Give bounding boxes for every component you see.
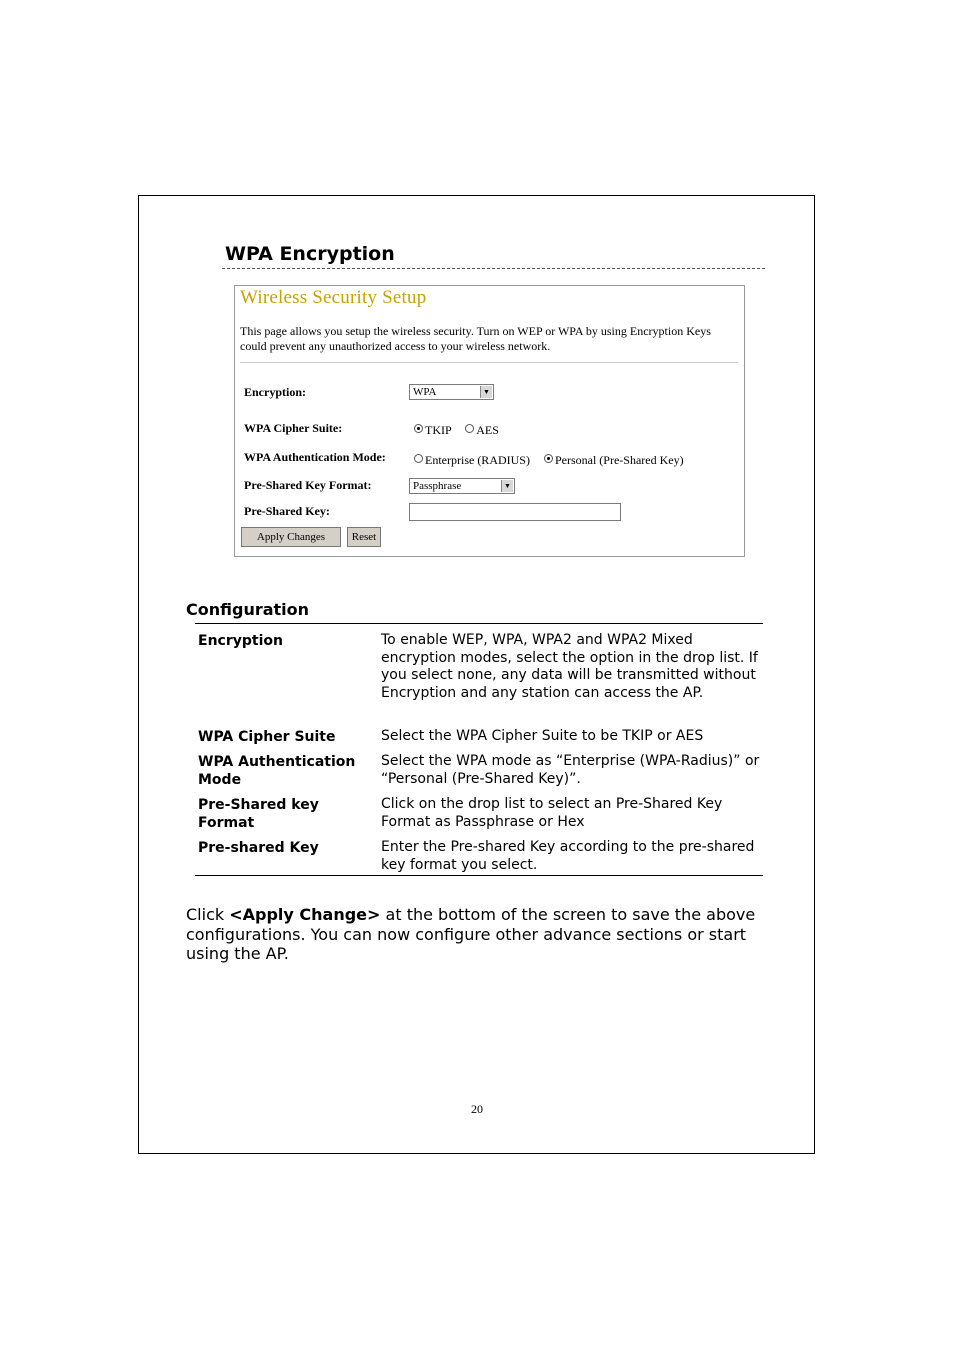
closing-suffix: at the bottom of the screen to save the above configurations. You can now configure other advance sections or start using the AP.	[186, 905, 756, 963]
encryption-select[interactable]	[409, 384, 494, 400]
enterprise-radio-label: Enterprise (RADIUS)	[425, 453, 530, 467]
config-desc-psk: Enter the Pre-shared Key according to the pre-shared key format you select.	[381, 839, 755, 873]
router-settings-screenshot	[234, 285, 745, 557]
chevron-down-icon: ▼	[480, 386, 492, 398]
config-term-encryption: Encryption	[198, 633, 283, 649]
configuration-table-bottom-rule	[195, 875, 763, 876]
config-term-cipher-suite: WPA Cipher Suite	[198, 729, 336, 745]
aes-radio-label: AES	[476, 423, 499, 437]
config-desc-encryption: To enable WEP, WPA, WPA2 and WPA2 Mixed encryption modes, select the option in the drop list. If you select none, any data will be transmitted without Encryption and any station can access the AP.	[381, 632, 758, 701]
screenshot-title: Wireless Security Setup	[240, 287, 427, 308]
screenshot-divider	[240, 362, 738, 363]
tkip-radio-label: TKIP	[425, 423, 452, 437]
config-term-psk-format: Pre-Shared key Format	[198, 797, 319, 831]
personal-radio[interactable]	[544, 454, 553, 463]
cipher-label: WPA Cipher Suite:	[244, 421, 343, 435]
configuration-table-top-rule	[195, 623, 763, 624]
apply-change-emphasis: <Apply Change>	[229, 905, 381, 924]
config-term-auth-mode: WPA Authentication Mode	[198, 754, 356, 788]
reset-button[interactable]: Reset	[347, 527, 381, 547]
config-desc-psk-format: Click on the drop list to select an Pre-Shared Key Format as Passphrase or Hex	[381, 796, 723, 830]
auth-mode-label: WPA Authentication Mode:	[244, 450, 386, 464]
chevron-down-icon: ▼	[501, 480, 513, 492]
page-number: 20	[471, 1102, 483, 1116]
encryption-select-value: WPA	[413, 386, 437, 398]
psk-label: Pre-Shared Key:	[244, 504, 330, 518]
psk-format-select[interactable]	[409, 478, 515, 494]
screenshot-description: This page allows you setup the wireless security. Turn on WEP or WPA by using Encryption Keys could prevent any unauthorized access to your wireless network.	[240, 324, 711, 353]
encryption-label: Encryption:	[244, 385, 307, 399]
tkip-radio[interactable]	[414, 424, 423, 433]
config-desc-auth-mode: Select the WPA mode as “Enterprise (WPA-Radius)” or “Personal (Pre-Shared Key)”.	[381, 753, 760, 787]
personal-radio-label: Personal (Pre-Shared Key)	[554, 453, 684, 467]
config-desc-cipher-suite: Select the WPA Cipher Suite to be TKIP or AES	[381, 728, 704, 744]
auth-mode-radio-group	[414, 453, 684, 468]
psk-format-select-value: Passphrase	[413, 480, 462, 492]
psk-format-label: Pre-Shared Key Format:	[244, 478, 372, 492]
section-heading: WPA Encryption	[225, 243, 395, 265]
psk-input[interactable]	[409, 503, 621, 521]
closing-paragraph	[186, 905, 771, 964]
aes-radio[interactable]	[465, 424, 474, 433]
apply-changes-button[interactable]: Apply Changes	[241, 527, 341, 547]
enterprise-radio[interactable]	[414, 454, 423, 463]
closing-prefix: Click	[186, 905, 230, 924]
cipher-radio-group	[414, 423, 499, 438]
configuration-heading: Configuration	[186, 600, 310, 619]
config-term-psk: Pre-shared Key	[198, 840, 319, 856]
heading-divider	[222, 268, 765, 269]
